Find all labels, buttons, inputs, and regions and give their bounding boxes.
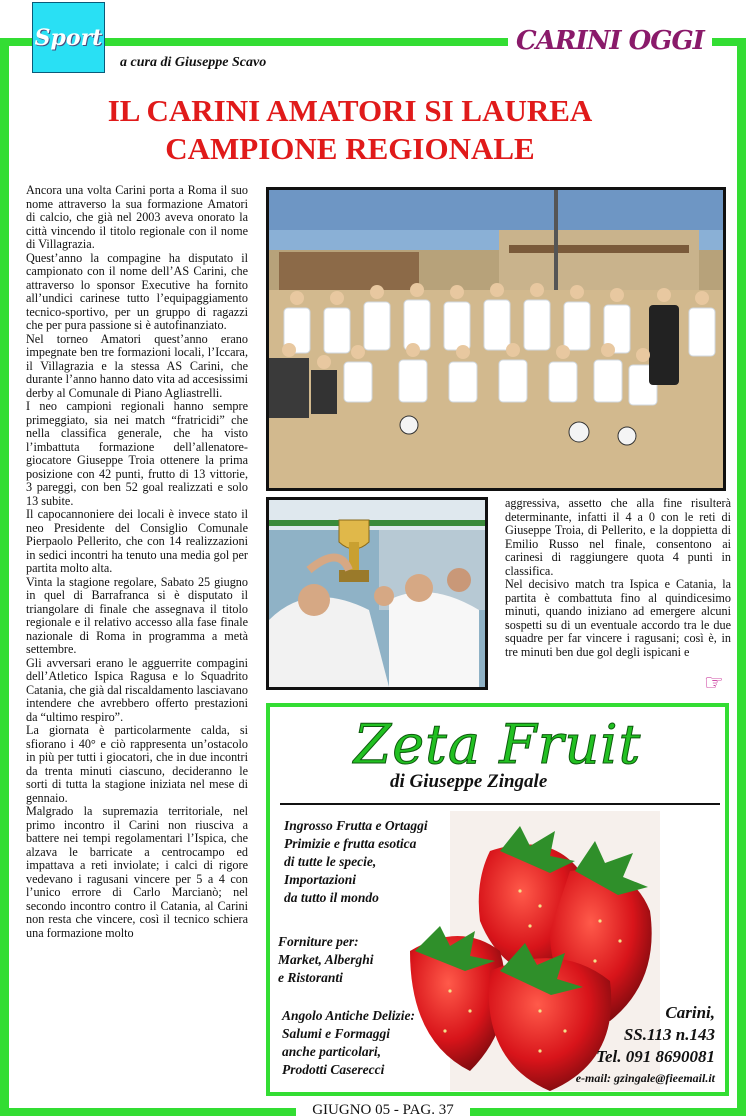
paragraph: Gli avversari erano le agguerrite compagini dell’Atletico Ispica Ragusa e lo Squadrito Catania, che già dal riscaldamento lasciavano intendere che avrebbero offerto prestazioni da “ultimo respiro”. — [26, 655, 248, 724]
page-frame-right — [737, 38, 746, 1108]
paragraph: aggressiva, assetto che alla fine risulterà determinante, infatti il 4 a 0 con le reti di Giuseppe Troia, di Pellerito, e la doppietta di Emilio Russo nel finale, consentono ai carinesi di raggiungere quota 4 punti in classifica. — [505, 496, 731, 578]
page-frame-left — [0, 38, 9, 1108]
ad-line: Angolo Antiche Delizie: — [282, 1008, 416, 1023]
paragraph: Il capocannoniere dei locali è invece stato il neo Presidente del Consiglio Comunale Pierpaolo Pellerito, che con 14 realizzazioni in sedici incontri ha tenuto una media gol per partita molto alta. — [26, 507, 248, 575]
ad-line: Primizie e frutta esotica — [284, 836, 417, 851]
ad-line: Importazioni — [284, 872, 357, 887]
paragraph: Ancora una volta Carini porta a Roma il suo nome attraverso la sua formazione Amatori di calcio, che già nel 2003 aveva onorato la città vincendo il titolo regionale con il nome di Villagrazia. — [26, 183, 248, 251]
paragraph: Vinta la stagione regolare, Sabato 25 giugno in quel di Barrafranca si è disputato il triangolare di finale che assegnava il titolo regionale e il relativo accesso alla fase finale nazionale di Roma in programma a metà settembre. — [26, 574, 248, 656]
ad-line: Ingrosso Frutta e Ortaggi — [284, 818, 428, 833]
section-label: Sport — [34, 24, 103, 51]
page-frame-bottom-left — [0, 1108, 296, 1116]
ad-supply-block — [278, 933, 374, 987]
ad-divider — [280, 803, 720, 805]
byline: a cura di Giuseppe Scavo — [120, 55, 267, 70]
ad-owner: di Giuseppe Zingale — [390, 771, 548, 792]
paragraph: Nel torneo Amatori quest’anno erano impegnate ben tre formazioni locali, l’Iccara, il Villagrazia e la stessa AS Carini, che durante l’anno hanno dato vita ad accesissimi derby al Comunale di Piano Agliastrelli. — [26, 331, 249, 400]
paragraph: Nel decisivo match tra Ispica e Catania, la partita è combattuta fino al quindicesimo minuti, quando iniziano ad emergere alcuni sospetti su di un eventuale accordo tra le due squadre per far vincere i ragusani; così è, in tre minuti ben due gol degli ispicani e — [505, 577, 731, 659]
paragraph: Malgrado la supremazia territoriale, nel primo incontro il Carini non riusciva a battere nei tempi regolamentari l’Ispica, che alzava le barricate a centrocampo ed impattava a reti inviolate; i calci di rigore vedevano i ragusani vincere per 5 a 4 con l’unico errore di Carlo Marcianò; nel secondo incontro contro il Catania, al Carini non resta che vincere, così il tecnico schiera una formazione molto — [26, 804, 248, 940]
trophy-photo — [266, 497, 488, 690]
paragraph: I neo campioni regionali hanno sempre primeggiato, sia nei match “fratricidi” che nella classifica generale, che ha visto l’imbattuta formazione dell’allenatore-giocatore Giuseppe Troia ottenere la prima posizione con 42 punti, frutto di 13 vittorie, 3 pareggi, con ben 52 goal realizzati e solo 13 subite. — [26, 399, 248, 508]
advertisement — [266, 703, 729, 1096]
headline — [40, 92, 660, 168]
paragraph: La giornata è particolarmente calda, si sfiorano i 40° e ciò rappresenta un’ostacolo in più per tutti i giocatori, che in due incontri da trenta minuti ciascuno, decideranno le sorti di tutta la stagione iniziata nel mese di gennaio. — [26, 723, 248, 805]
headline-line-2: CAMPIONE REGIONALE — [165, 131, 535, 166]
ad-email: e-mail: gzingale@fieemail.it — [575, 1071, 715, 1085]
ad-line: Forniture per: — [278, 934, 359, 949]
ad-brand: Zeta Fruit — [353, 713, 642, 776]
ad-city: Carini, — [665, 1003, 715, 1022]
paragraph: Quest’anno la compagine ha disputato il campionato con il nome dell’AS Carini, che attraverso lo sponsor Executive ha fornito all’undici carinese tutto l’equipaggiamento tecnico-sportivo, per un gruppo di ragazzi che per pura passione si è autofinanziato. — [26, 250, 248, 332]
page-frame-bottom-right — [470, 1108, 746, 1116]
ad-line: di tutte le specie, — [284, 854, 377, 869]
ad-address: SS.113 n.143 — [623, 1025, 715, 1044]
ad-services-block — [284, 817, 428, 907]
article-column-1 — [26, 184, 248, 940]
headline-line-1: IL CARINI AMATORI SI LAUREA — [107, 93, 593, 128]
ad-line: Prodotti Caserecci — [282, 1062, 385, 1077]
ad-line: e Ristoranti — [278, 970, 343, 985]
team-photo-image — [269, 190, 723, 488]
ad-line: Market, Alberghi — [278, 952, 374, 967]
ad-phone: Tel. 091 8690081 — [596, 1047, 715, 1066]
page-footer: GIUGNO 05 - PAG. 37 — [296, 1102, 470, 1119]
team-photo — [266, 187, 726, 491]
ad-delicacies-block — [282, 1007, 415, 1079]
ad-line: da tutto il mondo — [284, 890, 379, 905]
article-column-2 — [505, 497, 731, 659]
ad-line: anche particolari, — [282, 1044, 382, 1059]
masthead: CARINI OGGI — [508, 26, 712, 58]
ad-line: Salumi e Formaggi — [282, 1026, 391, 1041]
trophy-photo-image — [269, 500, 485, 687]
section-tab — [32, 2, 105, 73]
pointing-hand-icon: ☞ — [704, 670, 724, 695]
